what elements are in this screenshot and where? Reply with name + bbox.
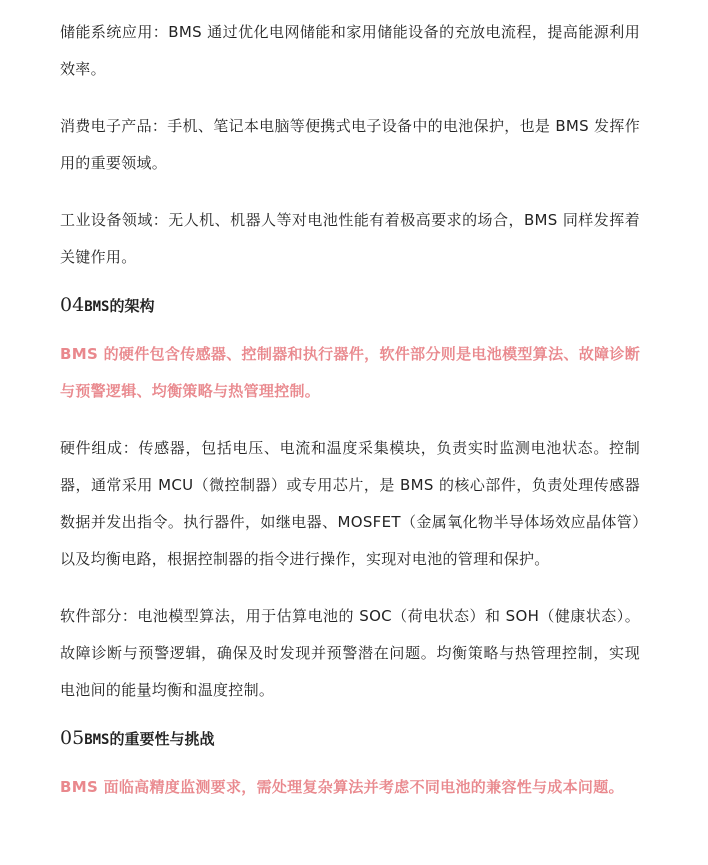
paragraph-storage-application: 储能系统应用：BMS 通过优化电网储能和家用储能设备的充放电流程，提高能源利用效率。: [60, 23, 640, 78]
section-number: 05: [60, 727, 85, 749]
section-abbr: BMS: [84, 732, 110, 748]
section-title: 的架构: [109, 297, 155, 315]
highlight-architecture-summary: BMS 的硬件包含传感器、控制器和执行器件，软件部分则是电池模型算法、故障诊断与预警逻辑、均衡策略与热管理控制。: [60, 345, 640, 400]
article-body: [60, 14, 640, 806]
highlight-challenges-summary: BMS 面临高精度监测要求，需处理复杂算法并考虑不同电池的兼容性与成本问题。: [60, 778, 624, 796]
section-heading-architecture: [60, 290, 640, 322]
section-number: 04: [60, 294, 85, 316]
paragraph-software-part: 软件部分：电池模型算法，用于估算电池的 SOC（荷电状态）和 SOH（健康状态）。故障诊断与预警逻辑，确保及时发现并预警潜在问题。均衡策略与热管理控制，实现电池间的能量均衡和温度控制。: [60, 607, 640, 699]
paragraph-hardware-composition: 硬件组成：传感器，包括电压、电流和温度采集模块，负责实时监测电池状态。控制器，通常采用 MCU（微控制器）或专用芯片，是 BMS 的核心部件，负责处理传感器数据并发出指令。执行器件，如继电器、MOSFET（金属氧化物半导体场效应晶体管）以及均衡电路，根据控制器的指令进行操作，实现对电池的管理和保护。: [60, 439, 640, 568]
section-abbr: BMS: [84, 299, 110, 315]
section-title: 的重要性与挑战: [109, 730, 215, 748]
section-heading-importance-challenges: [60, 723, 640, 755]
paragraph-industrial-equipment: 工业设备领域：无人机、机器人等对电池性能有着极高要求的场合，BMS 同样发挥着关键作用。: [60, 211, 640, 266]
paragraph-consumer-electronics: 消费电子产品：手机、笔记本电脑等便携式电子设备中的电池保护，也是 BMS 发挥作用的重要领域。: [60, 117, 640, 172]
